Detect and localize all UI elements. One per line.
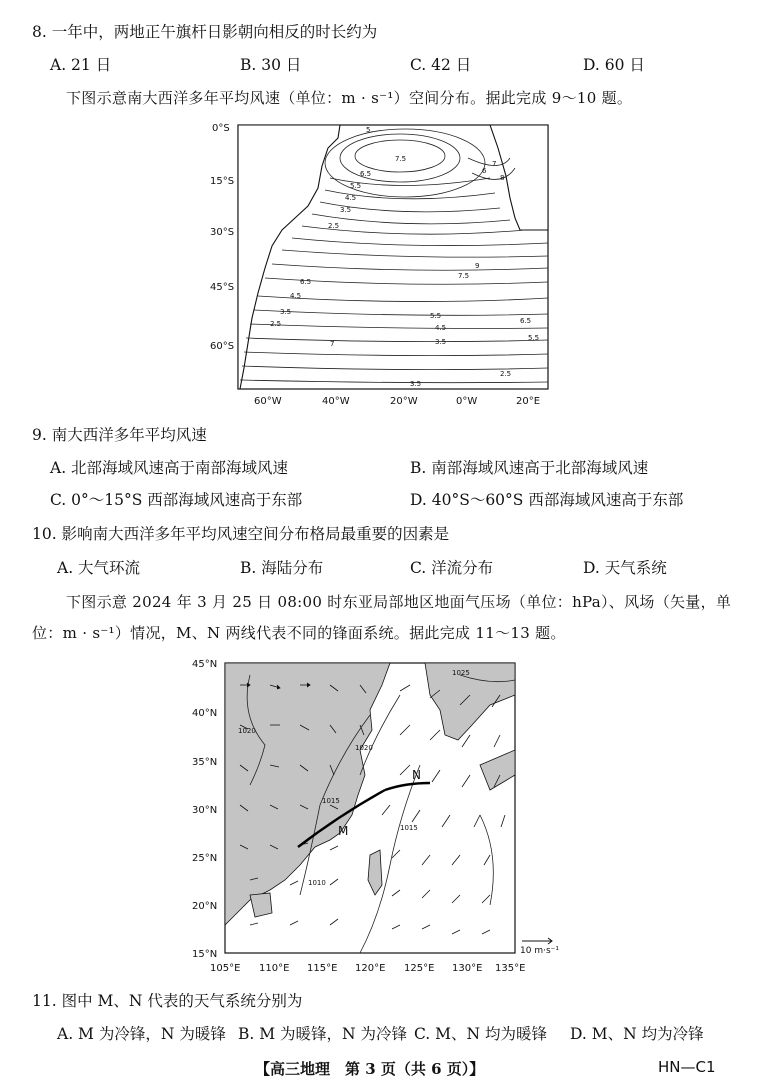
svg-text:6.5: 6.5: [360, 170, 372, 178]
svg-text:1020: 1020: [238, 727, 256, 735]
svg-text:2.5: 2.5: [270, 320, 282, 328]
svg-text:60°S: 60°S: [210, 341, 235, 352]
svg-text:1020: 1020: [355, 744, 373, 752]
x-axis-ticks: [210, 963, 525, 974]
q10-option-d: D. 天气系统: [583, 559, 667, 577]
svg-text:7.5: 7.5: [395, 155, 407, 163]
svg-text:4.5: 4.5: [345, 194, 357, 202]
svg-text:5.5: 5.5: [430, 312, 442, 320]
q10-stem: 10. 影响南大西洋多年平均风速空间分布格局最重要的因素是: [32, 525, 450, 543]
svg-text:5: 5: [366, 126, 371, 134]
svg-text:2.5: 2.5: [500, 370, 512, 378]
svg-text:1010: 1010: [308, 879, 326, 887]
q8-option-b: B. 30 日: [240, 56, 302, 74]
q9-option-c: C. 0°～15°S 西部海域风速高于东部: [50, 491, 303, 509]
q11-option-d: D. M、N 均为冷锋: [570, 1025, 704, 1043]
svg-text:40°N: 40°N: [192, 708, 218, 719]
svg-text:110°E: 110°E: [259, 963, 290, 974]
svg-text:7: 7: [492, 160, 497, 168]
q10-option-c: C. 洋流分布: [410, 559, 494, 577]
page-footer: 【高三地理 第 3 页（共 6 页）】: [255, 1060, 485, 1078]
svg-text:35°N: 35°N: [192, 757, 218, 768]
svg-text:20°E: 20°E: [516, 396, 541, 407]
svg-text:115°E: 115°E: [307, 963, 338, 974]
svg-text:1015: 1015: [322, 797, 340, 805]
svg-text:9: 9: [475, 262, 480, 270]
svg-text:105°E: 105°E: [210, 963, 241, 974]
svg-text:30°S: 30°S: [210, 227, 235, 238]
q11-stem: 11. 图中 M、N 代表的天气系统分别为: [32, 992, 303, 1010]
intro-9-10: 下图示意南大西洋多年平均风速（单位：m · s⁻¹）空间分布。据此完成 9～10 题。: [66, 89, 633, 107]
svg-text:5.5: 5.5: [350, 182, 362, 190]
svg-text:6: 6: [482, 167, 487, 175]
svg-text:0°W: 0°W: [456, 396, 478, 407]
q9-option-b: B. 南部海域风速高于北部海域风速: [410, 459, 649, 477]
svg-text:1015: 1015: [400, 824, 418, 832]
scale-label: 10 m·s⁻¹: [520, 946, 559, 956]
paper-code: HN—C1: [658, 1058, 716, 1076]
svg-text:130°E: 130°E: [452, 963, 483, 974]
svg-text:60°W: 60°W: [254, 396, 282, 407]
svg-text:4.5: 4.5: [290, 292, 302, 300]
svg-text:20°W: 20°W: [390, 396, 418, 407]
q10-option-a: A. 大气环流: [57, 559, 141, 577]
svg-text:6.5: 6.5: [520, 317, 532, 325]
y-axis-ticks: [210, 123, 234, 352]
front-m-label: M: [338, 824, 349, 838]
q11-option-b: B. M 为暖锋，N 为冷锋: [238, 1025, 408, 1043]
svg-text:25°N: 25°N: [192, 853, 218, 864]
svg-text:135°E: 135°E: [495, 963, 526, 974]
q8-option-a: A. 21 日: [50, 56, 112, 74]
svg-text:15°S: 15°S: [210, 176, 235, 187]
x-axis-ticks: [254, 396, 540, 407]
wind-speed-map: [210, 118, 560, 410]
q8-option-c: C. 42 日: [410, 56, 472, 74]
q11-option-c: C. M、N 均为暖锋: [414, 1025, 548, 1043]
pressure-wind-map: [190, 655, 570, 977]
q8-option-d: D. 60 日: [583, 56, 645, 74]
svg-text:20°N: 20°N: [192, 901, 218, 912]
intro-11-13-line2: 位：m · s⁻¹）情况，M、N 两线代表不同的锋面系统。据此完成 11～13 题。: [32, 624, 566, 642]
svg-text:3.5: 3.5: [410, 380, 422, 388]
svg-text:7.5: 7.5: [458, 272, 470, 280]
svg-text:120°E: 120°E: [355, 963, 386, 974]
svg-text:3.5: 3.5: [340, 206, 352, 214]
svg-text:7: 7: [330, 340, 335, 348]
q8-stem: 8. 一年中，两地正午旗杆日影朝向相反的时长约为: [32, 23, 378, 41]
scale-arrow-icon: [522, 938, 552, 944]
q11-option-a: A. M 为冷锋，N 为暖锋: [57, 1025, 226, 1043]
q10-option-b: B. 海陆分布: [240, 559, 324, 577]
q9-option-d: D. 40°S～60°S 西部海域风速高于东部: [410, 491, 684, 509]
svg-text:125°E: 125°E: [404, 963, 435, 974]
svg-text:45°N: 45°N: [192, 659, 218, 670]
y-axis-ticks: [192, 659, 217, 960]
svg-text:0°S: 0°S: [212, 123, 230, 134]
svg-text:1025: 1025: [452, 669, 470, 677]
front-n-label: N: [412, 768, 421, 782]
svg-text:3.5: 3.5: [435, 338, 447, 346]
q9-stem: 9. 南大西洋多年平均风速: [32, 426, 207, 444]
svg-text:6.5: 6.5: [300, 278, 312, 286]
svg-text:3.5: 3.5: [280, 308, 292, 316]
svg-text:30°N: 30°N: [192, 805, 218, 816]
svg-text:8: 8: [500, 174, 505, 182]
svg-text:2.5: 2.5: [328, 222, 340, 230]
svg-text:5.5: 5.5: [528, 334, 540, 342]
intro-11-13-line1: 下图示意 2024 年 3 月 25 日 08:00 时东亚局部地区地面气压场（单位：hPa）、风场（矢量，单: [66, 593, 732, 611]
svg-text:40°W: 40°W: [322, 396, 350, 407]
svg-text:15°N: 15°N: [192, 949, 218, 960]
q9-option-a: A. 北部海域风速高于南部海域风速: [50, 459, 289, 477]
svg-text:45°S: 45°S: [210, 282, 235, 293]
svg-text:4.5: 4.5: [435, 324, 447, 332]
